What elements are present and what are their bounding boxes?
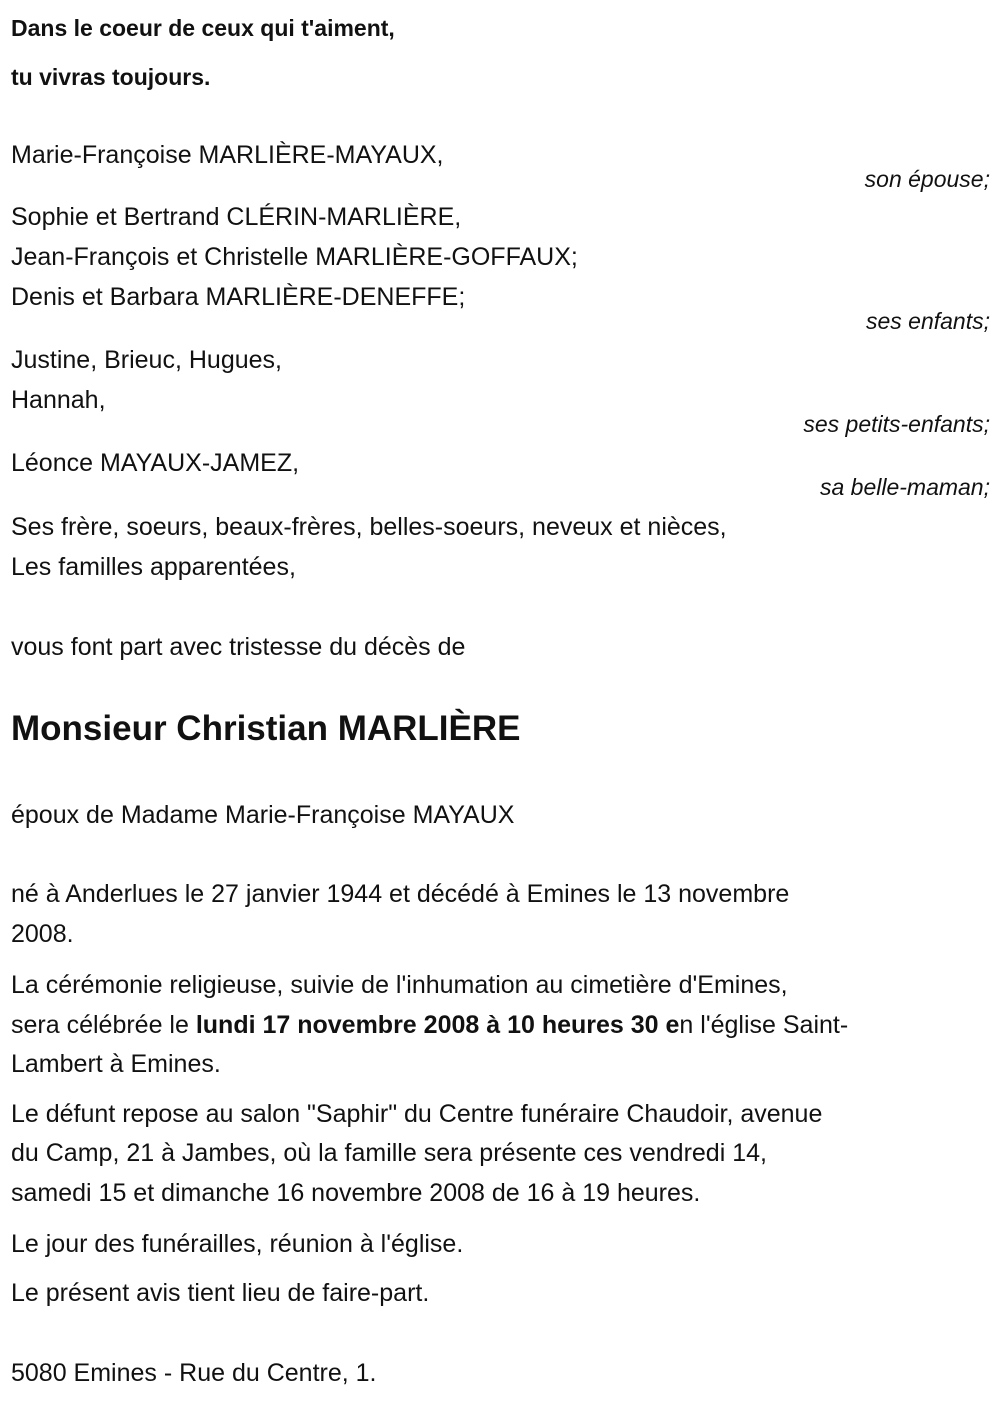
ceremony-text: sera célébrée le [11,1011,196,1039]
ceremony-line: Lambert à Emines. [11,1050,221,1078]
role-label: ses enfants; [865,308,990,334]
family-grandchildren: Hannah, [11,386,106,414]
spouse-of: époux de Madame Marie-Françoise MAYAUX [11,801,515,829]
notice: Le présent avis tient lieu de faire-part. [11,1279,430,1307]
birth-death: né à Anderlues le 27 janvier 1944 et décédé à Emines le 13 novembre [11,880,790,908]
visitation-line: Le défunt repose au salon "Saphir" du Centre funéraire Chaudoir, avenue [11,1100,823,1128]
family-spouse: Marie-Françoise MARLIÈRE-MAYAUX, [11,141,444,169]
family-child: Sophie et Bertrand CLÉRIN-MARLIÈRE, [11,203,462,231]
epigraph-line: Dans le coeur de ceux qui t'aiment, [11,15,395,41]
ceremony-line [11,1007,848,1043]
role-label: son épouse; [864,166,990,192]
epigraph-line: tu vivras toujours. [11,64,211,90]
ceremony-text: n l'église Saint- [679,1011,849,1039]
family-others: Les familles apparentées, [11,553,296,581]
announcement: vous font part avec tristesse du décès de [11,633,466,661]
ceremony-date: lundi 17 novembre 2008 à 10 heures 30 e [195,1011,680,1039]
family-grandchildren: Justine, Brieuc, Hugues, [11,346,282,374]
role-label: sa belle-maman; [819,474,990,500]
family-others: Ses frère, soeurs, beaux-frères, belles-soeurs, neveux et nièces, [11,513,727,541]
visitation-line: du Camp, 21 à Jambes, où la famille sera présente ces vendredi 14, [11,1139,767,1167]
funeral-day: Le jour des funérailles, réunion à l'église. [11,1230,464,1258]
birth-death: 2008. [11,920,74,948]
family-child: Denis et Barbara MARLIÈRE-DENEFFE; [11,283,466,311]
ceremony-line: La cérémonie religieuse, suivie de l'inhumation au cimetière d'Emines, [11,971,788,999]
family-mother-in-law: Léonce MAYAUX-JAMEZ, [11,449,300,477]
role-label: ses petits-enfants; [803,411,990,437]
deceased-name: Monsieur Christian MARLIÈRE [11,709,521,748]
family-child: Jean-François et Christelle MARLIÈRE-GOFFAUX; [11,243,578,271]
visitation-line: samedi 15 et dimanche 16 novembre 2008 de 16 à 19 heures. [11,1179,701,1207]
address: 5080 Emines - Rue du Centre, 1. [11,1359,377,1387]
